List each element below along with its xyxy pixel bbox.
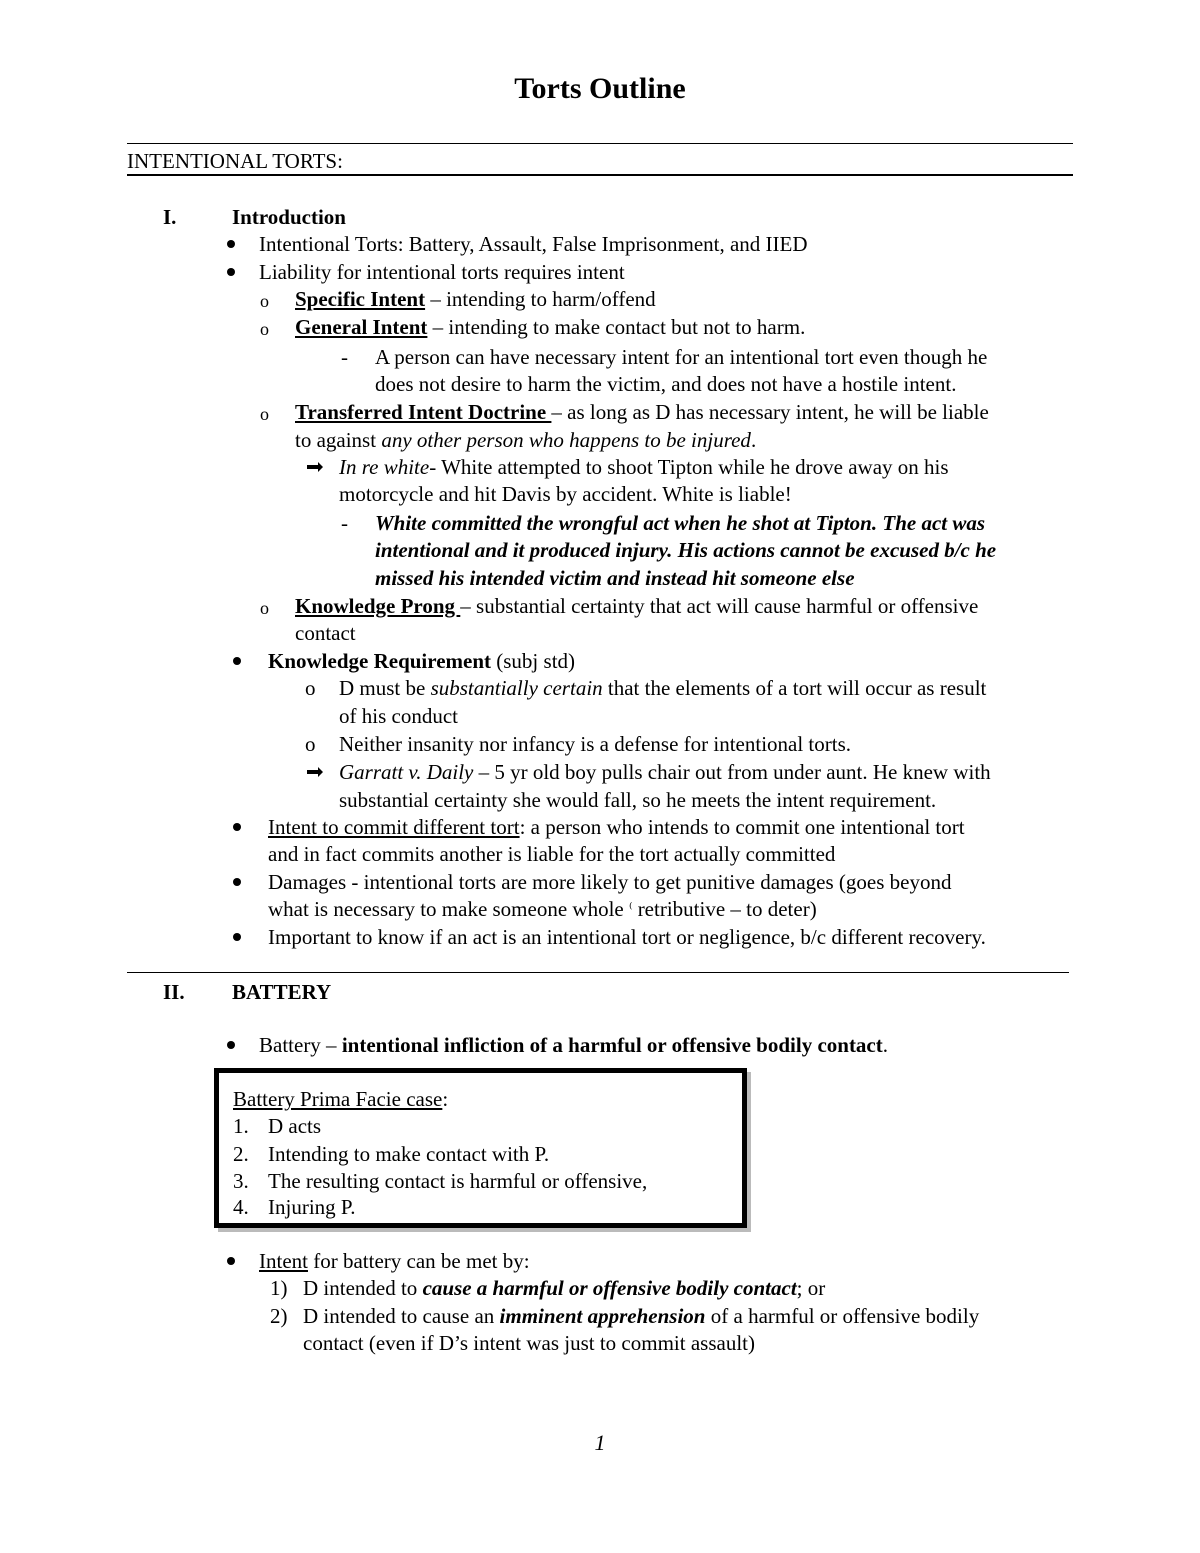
text: - White attempted to shoot Tipton while he drove away on his [429, 455, 949, 479]
dash-bullet-icon: - [341, 345, 348, 369]
list-item [295, 314, 805, 341]
text: – substantial certainty that act will cause harmful or offensive [460, 594, 979, 618]
list-item [259, 1248, 530, 1275]
case-item-continued: motorcycle and hit Davis by accident. White is liable! [339, 482, 792, 506]
text-bold: intentional infliction of a harmful or offensive bodily contact [341, 1033, 883, 1057]
box-item-number: 3. [233, 1169, 249, 1193]
list-item-continued: does not desire to harm the victim, and does not have a hostile intent. [375, 372, 957, 396]
term: Intent [259, 1249, 308, 1273]
case-note-continued: intentional and it produced injury. His actions cannot be excused b/c he [375, 538, 997, 562]
section-divider [127, 972, 1069, 973]
box-item: The resulting contact is harmful or offensive, [268, 1169, 648, 1193]
text: of a harmful or offensive bodily [705, 1304, 980, 1328]
document-title: Torts Outline [514, 72, 686, 105]
text: . [882, 1033, 888, 1057]
list-item-continued: and in fact commits another is liable for the tort actually committed [268, 842, 836, 866]
text: D must be [339, 676, 431, 700]
case-note: White committed the wrongful act when he shot at Tipton. The act was [375, 511, 986, 535]
case-note-continued: missed his intended victim and instead hit someone else [375, 566, 855, 590]
header-rule-bottom [127, 174, 1073, 176]
term: Knowledge Requirement [268, 649, 492, 673]
text-italic: substantially certain [430, 676, 603, 700]
case-item [339, 454, 949, 481]
case-item [339, 759, 991, 786]
text: Battery – [259, 1033, 342, 1057]
circle-bullet-icon: o [260, 291, 269, 311]
text: – intending to harm/offend [425, 287, 656, 311]
text: : a person who intends to commit one intentional tort [519, 815, 965, 839]
case-item-continued: substantial certainty she would fall, so he meets the intent requirement. [339, 788, 937, 812]
text-bold-italic: cause a harmful or offensive bodily contact [422, 1276, 797, 1300]
term: Intent to commit different tort [268, 815, 520, 839]
page-number: 1 [594, 1430, 606, 1455]
bullet-icon [233, 878, 241, 886]
text: – intending to make contact but not to harm. [427, 315, 806, 339]
list-item: Important to know if an act is an intentional tort or negligence, b/c different recovery. [268, 925, 986, 949]
symbol: ⁽ [628, 902, 633, 917]
option-item [303, 1303, 979, 1330]
case-name: In re white [339, 455, 430, 479]
text: to against [295, 428, 382, 452]
list-item [295, 593, 978, 620]
text: (subj std) [491, 649, 576, 673]
term: Knowledge Prong [295, 594, 461, 618]
section-heading: Introduction [232, 205, 346, 229]
text: – 5 yr old boy pulls chair out from under aunt. He knew with [473, 760, 991, 784]
bullet-icon [227, 268, 235, 276]
list-item: Neither insanity nor infancy is a defense for intentional torts. [339, 732, 852, 756]
term: Specific Intent [295, 287, 426, 311]
circle-bullet-icon: o [260, 404, 269, 424]
text: – as long as D has necessary intent, he will be liable [551, 400, 989, 424]
option-item [303, 1275, 825, 1302]
option-number: 1) [270, 1276, 288, 1300]
list-item-continued: contact [295, 621, 356, 645]
list-item [268, 814, 965, 841]
section-numeral: II. [163, 980, 185, 1004]
bullet-icon [227, 1041, 235, 1049]
option-item-continued: contact (even if D’s intent was just to commit assault) [303, 1331, 755, 1355]
circle-bullet-icon: o [305, 732, 316, 756]
dash-bullet-icon: - [341, 511, 348, 535]
box-item-number: 2. [233, 1142, 249, 1166]
header-rule-top [127, 143, 1073, 144]
box-item: Intending to make contact with P. [268, 1142, 550, 1166]
text: that the elements of a tort will occur as result [602, 676, 987, 700]
circle-bullet-icon: o [260, 319, 269, 339]
bullet-icon [233, 933, 241, 941]
case-arrow-icon [307, 462, 323, 472]
bullet-icon [233, 823, 241, 831]
list-item [259, 1032, 888, 1059]
list-item: Damages - intentional torts are more likely to get punitive damages (goes beyond [268, 870, 952, 894]
section-header: INTENTIONAL TORTS: [127, 149, 343, 173]
list-item [339, 675, 986, 702]
section-heading: BATTERY [232, 980, 332, 1004]
text: . [750, 428, 757, 452]
option-number: 2) [270, 1304, 288, 1328]
list-item: A person can have necessary intent for an intentional tort even though he [375, 345, 988, 369]
box-item-number: 4. [233, 1195, 249, 1219]
list-item [295, 399, 989, 426]
box-title-text: Battery Prima Facie case [233, 1087, 443, 1111]
circle-bullet-icon: o [260, 598, 269, 618]
list-item-continued [295, 427, 756, 454]
box-item: Injuring P. [268, 1195, 356, 1219]
list-item-continued: of his conduct [339, 704, 458, 728]
text: D intended to [303, 1276, 423, 1300]
bullet-icon [233, 657, 241, 665]
circle-bullet-icon: o [305, 676, 316, 700]
text-bold-italic: imminent apprehension [499, 1304, 706, 1328]
section-numeral: I. [163, 205, 177, 229]
term: Transferred Intent Doctrine [295, 400, 552, 424]
list-item [295, 286, 656, 313]
list-item: Intentional Torts: Battery, Assault, False Imprisonment, and IIED [259, 232, 808, 256]
text: : [442, 1087, 449, 1111]
text: for battery can be met by: [307, 1249, 530, 1273]
text-italic: any other person who happens to be injured [381, 428, 751, 452]
case-arrow-icon [307, 767, 323, 777]
box-item-number: 1. [233, 1114, 249, 1138]
text: ; or [796, 1276, 826, 1300]
bullet-icon [227, 1257, 235, 1265]
bullet-icon [227, 240, 235, 248]
list-item [268, 648, 575, 675]
list-item: Liability for intentional torts requires intent [259, 260, 625, 284]
box-title [233, 1086, 448, 1113]
text: retributive – to deter) [632, 897, 817, 921]
box-item: D acts [268, 1114, 322, 1138]
text: D intended to cause an [303, 1304, 500, 1328]
list-item-continued [268, 896, 817, 923]
text: what is necessary to make someone whole [268, 897, 629, 921]
case-name: Garratt v. Daily [339, 760, 474, 784]
term: General Intent [295, 315, 428, 339]
